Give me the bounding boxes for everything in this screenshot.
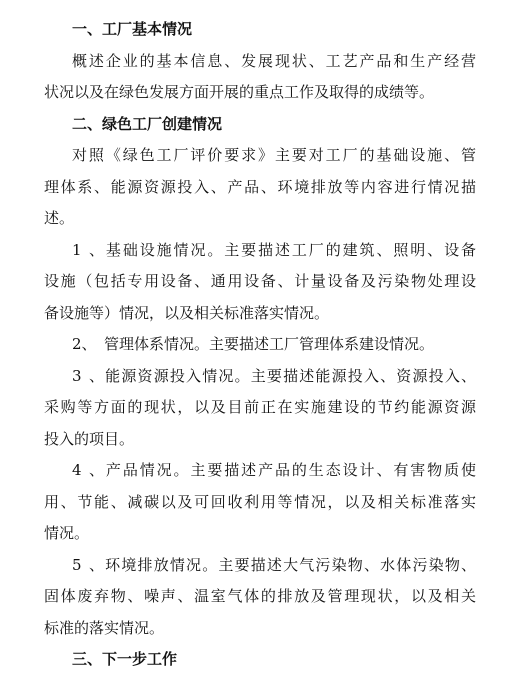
section-heading-basic-info: 一、工厂基本情况 [72, 20, 193, 38]
list-item-text: 环境排放情况。主要描述大气污染物、水体污染物、 [104, 555, 476, 574]
paragraph-line: 标准的落实情况。 [44, 618, 165, 637]
list-item-energy-resources [44, 361, 476, 393]
list-item-infrastructure [44, 235, 476, 267]
list-item-number: 2、 [72, 335, 97, 353]
paragraph-line: 固体废弃物、噪声、温室气体的排放及管理现状，以及相关 [44, 587, 476, 605]
paragraph-line: 状况以及在绿色发展方面开展的重点工作及取得的成绩等。 [44, 83, 435, 101]
list-item-number: 4、 [72, 461, 104, 479]
paragraph-line: 对照《绿色工厂评价要求》主要对工厂的基础设施、管 [72, 146, 476, 164]
paragraph-line: 情况。 [44, 524, 90, 542]
section-heading-next-steps: 三、下一步工作 [72, 650, 178, 668]
paragraph-line: 投入的项目。 [44, 429, 135, 448]
list-item-number: 1、 [72, 240, 104, 259]
list-item-text: 管理体系情况。主要描述工厂管理体系建设情况。 [104, 335, 435, 353]
list-item-management-system [44, 329, 476, 361]
paragraph-line: 概述企业的基本信息、发展现状、工艺产品和生产经营 [72, 51, 476, 70]
list-item-number: 3、 [72, 366, 104, 385]
paragraph-line: 述。 [44, 209, 75, 227]
section-heading-green-factory: 二、绿色工厂创建情况 [72, 114, 223, 133]
paragraph-line: 设施（包括专用设备、通用设备、计量设备及污染物处理设 [44, 272, 476, 290]
list-item-emissions [44, 550, 476, 582]
list-item-products [44, 455, 476, 487]
list-item-text: 能源资源投入情况。主要描述能源投入、资源投入、 [104, 366, 476, 385]
list-item-text: 产品情况。主要描述产品的生态设计、有害物质使 [104, 461, 476, 479]
list-item-text: 基础设施情况。主要描述工厂的建筑、照明、设备 [104, 240, 476, 259]
paragraph-line: 采购等方面的现状，以及目前正在实施建设的节约能源资源 [44, 398, 476, 416]
paragraph-line: 用、节能、减碳以及可回收利用等情况，以及相关标准落实 [44, 492, 476, 511]
list-item-number: 5、 [72, 555, 104, 574]
paragraph-line: 备设施等）情况，以及相关标准落实情况。 [44, 303, 330, 322]
paragraph-line: 理体系、能源资源投入、产品、环境排放等内容进行情况描 [44, 177, 476, 196]
